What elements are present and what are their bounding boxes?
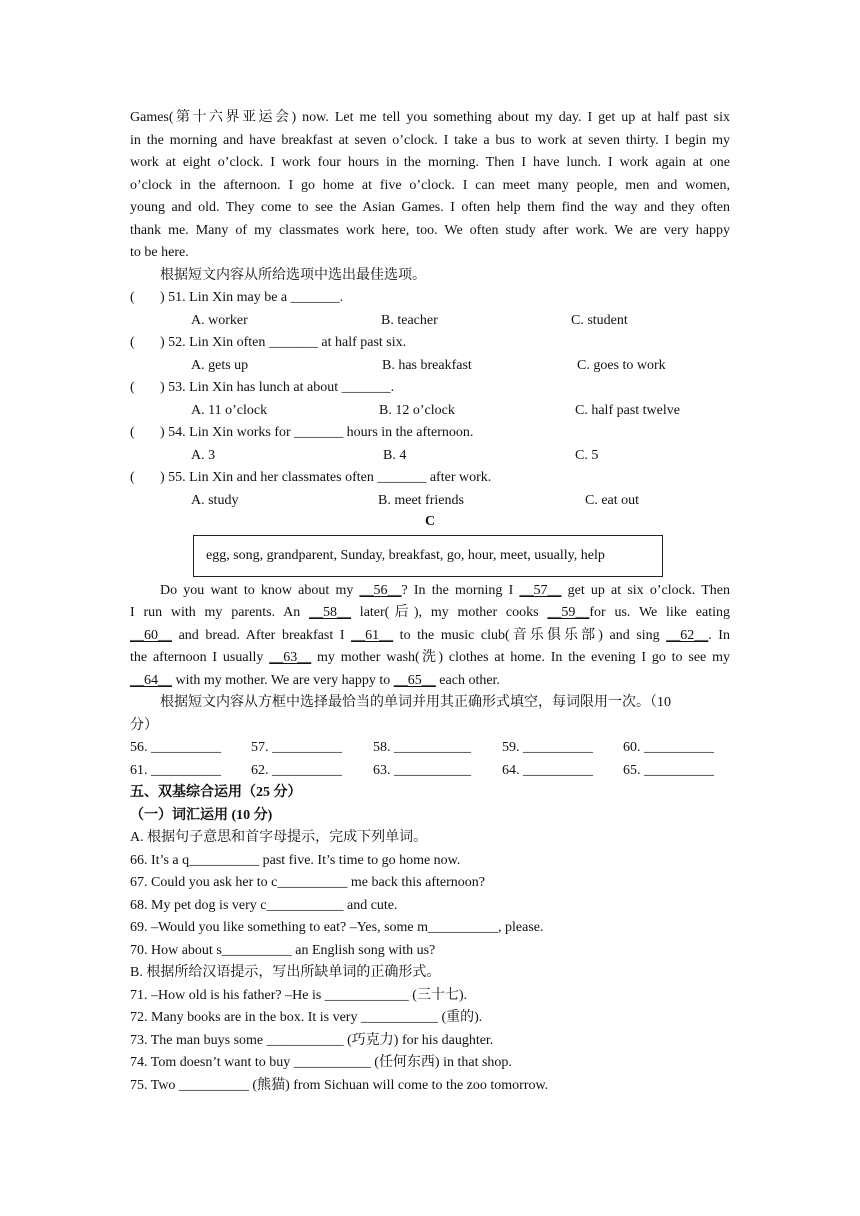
answer-paren-open[interactable]: (	[130, 470, 135, 485]
passage-line: work at eight o’clock. I work four hours in the morning. Then I have lunch. I work again at one	[130, 155, 730, 170]
answer-blank[interactable]: 62. __________	[251, 762, 342, 778]
blank-59: __59__	[547, 605, 590, 620]
text-run: my mother wash(洗) clothes at home. In the evening I go to see my	[311, 650, 730, 665]
passage-line: young and old. They come to see the Asian Games. I often help them find the way and they often	[130, 200, 730, 215]
question-text: 52. Lin Xin often _______ at half past six.	[168, 335, 407, 350]
question-item	[130, 287, 730, 310]
passage-line: Games(第十六界亚运会) now. Let me tell you something about my day. I get up at half past six	[130, 110, 730, 125]
answer-blanks-row	[130, 760, 730, 783]
answer-paren-open[interactable]: (	[130, 335, 135, 350]
passage-line: thank me. Many of my classmates work here, too. We often study after work. We are very happy	[130, 222, 730, 238]
text-run: Do you want to know about my	[160, 582, 360, 598]
answer-paren-close: )	[160, 290, 165, 305]
answer-blank[interactable]: 65. __________	[623, 762, 714, 778]
answer-blank[interactable]: 57. __________	[251, 740, 342, 755]
answer-blanks-row	[130, 737, 730, 760]
vocab-item: 66. It’s a q__________ past five. It’s time to go home now.	[130, 852, 461, 868]
instruction-c-cont: 分）	[130, 717, 158, 733]
questions-b	[130, 287, 730, 512]
options-row	[130, 445, 730, 468]
question-text: 51. Lin Xin may be a _______.	[168, 290, 344, 305]
passage-c-line	[130, 602, 730, 625]
answer-paren-open[interactable]: (	[130, 290, 135, 305]
option-a: A. study	[191, 492, 239, 508]
question-text: 54. Lin Xin works for _______ hours in the afternoon.	[168, 425, 474, 440]
text-run: ? In the morning I	[401, 582, 520, 598]
vocab-item: 69. –Would you like something to eat? –Yes, some m__________, please.	[130, 920, 544, 935]
passage-c-line	[130, 670, 730, 693]
options-row	[130, 310, 730, 333]
text-run: later(后), my mother cooks	[351, 605, 548, 620]
answer-blank[interactable]: 64. __________	[502, 762, 593, 778]
passage-c-line	[130, 580, 730, 603]
vocab-item: 70. How about s__________ an English song with us?	[130, 942, 436, 958]
section-5-title: 五、双基综合运用（25 分）	[130, 785, 302, 800]
question-text: 55. Lin Xin and her classmates often _______ after work.	[168, 470, 492, 485]
answer-paren-open[interactable]: (	[130, 380, 135, 395]
answer-paren-open[interactable]: (	[130, 425, 135, 440]
answer-blank[interactable]: 56. __________	[130, 740, 221, 755]
question-item	[130, 377, 730, 400]
option-c: C. half past twelve	[575, 402, 680, 418]
blank-60: __60__	[130, 627, 172, 643]
text-run: and bread. After breakfast I	[172, 627, 352, 643]
part-a-instruction: A. 根据句子意思和首字母提示，完成下列单词。	[130, 830, 428, 845]
exam-page	[130, 107, 730, 1097]
vocab-item: 75. Two __________ (熊猫) from Sichuan will come to the zoo tomorrow.	[130, 1077, 549, 1093]
passage-line: to be here.	[130, 245, 189, 260]
option-b: B. 12 o’clock	[379, 402, 455, 418]
text-run: get up at six o’clock. Then	[561, 582, 730, 598]
options-row	[130, 400, 730, 423]
instruction-c: 根据短文内容从方框中选择最恰当的单词并用其正确形式填空，每词限用一次。（10	[160, 695, 671, 710]
answer-paren-close: )	[160, 425, 165, 440]
option-a: A. 3	[191, 447, 216, 463]
question-text: 53. Lin Xin has lunch at about _______.	[168, 380, 395, 395]
vocab-item: 72. Many books are in the box. It is very ___________ (重的).	[130, 1010, 483, 1025]
passage-c-line	[130, 647, 730, 670]
question-item	[130, 332, 730, 355]
text-run: with my mother. We are very happy to	[172, 672, 394, 688]
passage-b	[130, 107, 730, 265]
section-c-label: C	[424, 514, 436, 529]
part-b-instruction: B. 根据所给汉语提示，写出所缺单词的正确形式。	[130, 965, 441, 980]
instruction-b: 根据短文内容从所给选项中选出最佳选项。	[160, 267, 426, 283]
text-run: . In	[708, 627, 730, 643]
option-c: C. 5	[575, 447, 599, 463]
option-b: B. meet friends	[378, 492, 464, 508]
subsection-1-title: （一）词汇运用 (10 分)	[130, 807, 273, 823]
options-row	[130, 355, 730, 378]
option-b: B. 4	[383, 447, 407, 463]
question-item	[130, 467, 730, 490]
passage-line: o’clock in the afternoon. I go home at five o’clock. I can meet many people, men and women,	[130, 177, 730, 193]
passage-c	[130, 580, 730, 693]
option-b: B. has breakfast	[382, 357, 472, 373]
option-c: C. eat out	[585, 492, 640, 508]
passage-line: in the morning and have breakfast at seven o’clock. I take a bus to work at seven thirty. I begin my	[130, 132, 730, 148]
answer-blank[interactable]: 59. __________	[502, 740, 593, 755]
word-box: egg, song, grandparent, Sunday, breakfast, go, hour, meet, usually, help	[193, 535, 663, 577]
text-run: the afternoon I usually	[130, 650, 270, 665]
blank-58: __58__	[309, 605, 352, 620]
answer-paren-close: )	[160, 470, 165, 485]
text-run: for us. We like eating	[589, 605, 731, 620]
passage-c-line	[130, 625, 730, 648]
answer-blank[interactable]: 63. ___________	[373, 762, 471, 778]
option-c: C. student	[571, 312, 628, 328]
vocab-item: 73. The man buys some ___________ (巧克力) for his daughter.	[130, 1032, 494, 1048]
option-a: A. 11 o’clock	[191, 402, 268, 418]
answer-blank[interactable]: 60. __________	[623, 740, 714, 755]
question-item	[130, 422, 730, 445]
blank-62: __62__	[666, 627, 709, 643]
options-row	[130, 490, 730, 513]
answer-blank[interactable]: 58. ___________	[373, 740, 471, 755]
blank-61: __61__	[351, 627, 394, 643]
vocab-item: 68. My pet dog is very c___________ and cute.	[130, 897, 398, 913]
vocab-item: 74. Tom doesn’t want to buy ___________ (任何东西) in that shop.	[130, 1055, 512, 1070]
blank-63: __63__	[269, 650, 312, 665]
answer-paren-close: )	[160, 335, 165, 350]
text-run: each other.	[435, 672, 500, 688]
blank-56: __56__	[359, 582, 402, 598]
vocab-item: 71. –How old is his father? –He is ____________ (三十七).	[130, 987, 468, 1003]
blank-57: __57__	[519, 582, 562, 598]
answer-blank[interactable]: 61. __________	[130, 762, 221, 778]
option-a: A. worker	[191, 312, 248, 328]
blank-64: __64__	[130, 672, 172, 688]
vocab-item: 67. Could you ask her to c__________ me back this afternoon?	[130, 875, 485, 890]
text-run: I run with my parents. An	[130, 605, 310, 620]
blank-65: __65__	[393, 672, 436, 688]
text-run: to the music club(音乐俱乐部) and sing	[393, 627, 667, 643]
option-a: A. gets up	[191, 357, 249, 373]
option-c: C. goes to work	[577, 357, 666, 373]
option-b: B. teacher	[381, 312, 438, 328]
answer-paren-close: )	[160, 380, 165, 395]
